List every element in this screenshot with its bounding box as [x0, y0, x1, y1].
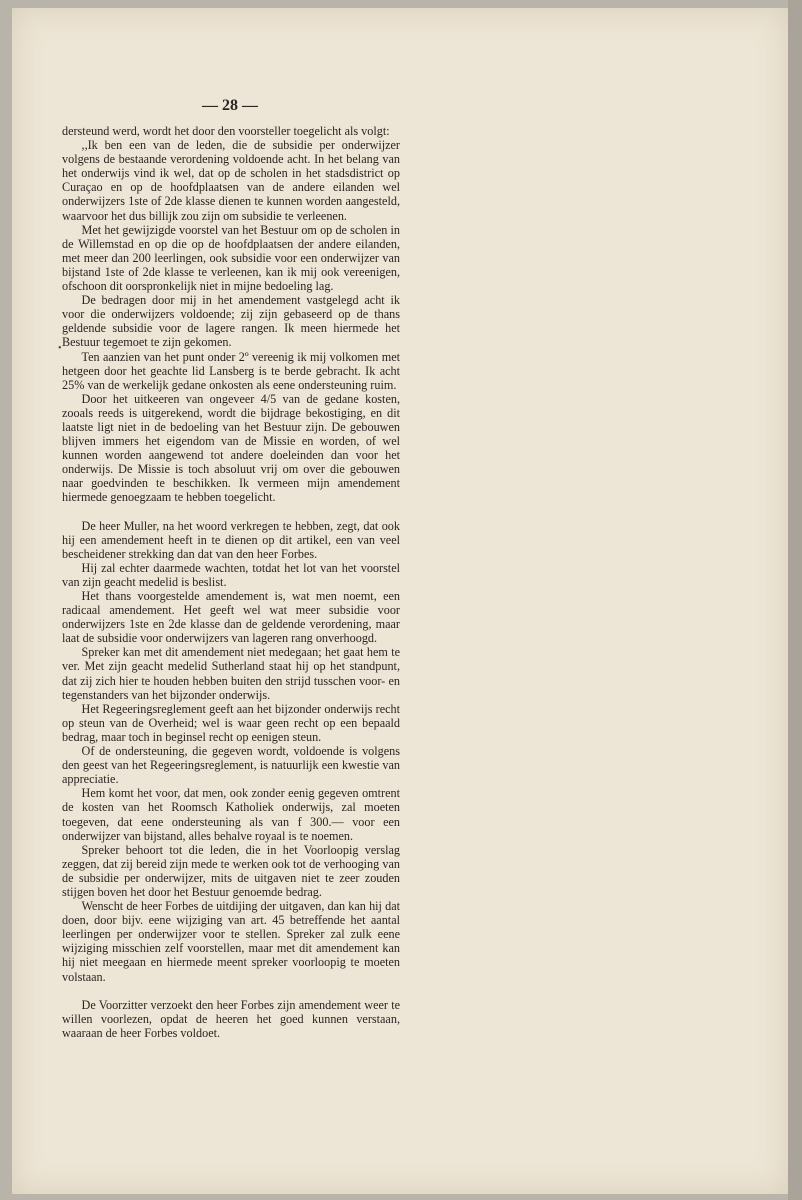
paragraph: Wenscht de heer Forbes de uitdijing der uitgaven, dan kan hij dat doen, door bijv. eene wijziging van art. 45 betreffende het aantal leerlingen per onderwijzer voor te stellen. Spreker zal zulk eene wijziging misschien zelf voorstellen, maar met dit amendement kan hij niet meegaan en hiermede meent spreker voorloopig te moeten volstaan.: [62, 899, 400, 984]
paragraph: Spreker behoort tot die leden, die in het Voorloopig verslag zeggen, dat zij bereid zijn mede te werken ook tot de verhooging van de subsidie per onderwijzer, mits de uitgaven niet te zeer zouden stijgen boven het door het Bestuur genoemde bedrag.: [62, 842, 400, 899]
paragraph: Door het uitkeeren van ongeveer 4/5 van de gedane kosten, zooals reeds is uitgerekend, wordt die bijdrage bekostiging, en dit laatste ligt niet in de bedoeling van het Bestuur zijn. De gebouwen blijven immers het eigendom van de Missie en worden, of wel kunnen worden aangewend tot andere doeleinden dan voor het onderwijs. De Missie is toch absoluut vrij om over die gebouwen naar goedvinden te beschikken. Ik vermeen mijn amendement hiermede genoegzaam te hebben toegelicht.: [62, 391, 400, 505]
paragraph: De bedragen door mij in het amendement vastgelegd acht ik voor die onderwijzers voldoende; zij zijn gebaseerd op de thans geldende subsidie voor de lagere rangen. Ik meen hiermede het Bestuur tegemoet te zijn gekomen.: [62, 293, 400, 350]
paragraph: Hem komt het voor, dat men, ook zonder eenig gegeven omtrent de kosten van het Roomsch Katholiek onderwijs, zal moeten toegeven, dat eene ondersteuning als van f 300.— voor een onderwijzer van bijstand, alles behalve royaal is te noemen.: [62, 786, 400, 843]
body-text: [62, 124, 400, 1040]
paragraph: Ten aanzien van het punt onder 2º vereenig ik mij volkomen met hetgeen door het geachte lid Lansberg is te berde gebracht. Ik acht 25% van de werkelijk gedane onkosten als eene ondersteuning ruim.: [62, 349, 400, 392]
paragraph: Hij zal echter daarmede wachten, totdat het lot van het voorstel van zijn geacht medelid is beslist.: [62, 560, 400, 589]
paragraph: De heer Muller, na het woord verkregen te hebben, zegt, dat ook hij een amendement heeft in te dienen op dit artikel, een van veel bescheidener strekking dan dat van den heer Forbes.: [62, 518, 400, 561]
paragraph: Met het gewijzigde voorstel van het Bestuur om op de scholen in de Willemstad en op die op de hoofdplaatsen der andere eilanden, met meer dan 200 leerlingen, ook subsidie voor een onderwijzer van bijstand 1ste of 2de klasse te verleenen, kan ik mij ook vereenigen, ofschoon dit oorspronkelijk niet in mijne bedoeling lag.: [62, 222, 400, 294]
paragraph: dersteund werd, wordt het door den voorsteller toegelicht als volgt:: [62, 124, 390, 138]
paragraph: De Voorzitter verzoekt den heer Forbes zijn amendement weer te willen voorlezen, opdat de heeren het goed kunnen verstaan, waaraan de heer Forbes voldoet.: [62, 997, 400, 1040]
margin-mark: •: [58, 343, 62, 354]
page-number: — 28 —: [202, 97, 258, 114]
paragraph: Het Regeeringsreglement geeft aan het bijzonder onderwijs recht op steun van de Overheid; wel is waar geen recht op een bepaald bedrag, maar toch in beginsel recht op eenigen steun.: [62, 701, 400, 744]
paragraph: Of de ondersteuning, die gegeven wordt, voldoende is volgens den geest van het Regeeringsreglement, is natuurlijk een kwestie van appreciatie.: [62, 744, 400, 787]
paragraph: ,,Ik ben een van de leden, die de subsidie per onderwijzer volgens de bestaande verordening voldoende acht. In het belang van het onderwijs vind ik wel, dat op de scholen in het stadsdistrict op Curaçao en op de hoofdplaatsen van de andere eilanden wel onderwijzers 1ste of 2de klasse dienen te kunnen worden aangesteld, waarvoor het dus billijk zou zijn om subsidie te verleenen.: [62, 138, 400, 223]
scan-background-edge: [788, 0, 802, 1200]
paragraph: Het thans voorgestelde amendement is, wat men noemt, een radicaal amendement. Het geeft wel wat meer subsidie voor onderwijzers 1ste en 2de klasse dan de geldende verordening, maar laat de subsidie voor onderwijzers van lageren rang onverhoogd.: [62, 589, 400, 646]
paragraph: Spreker kan met dit amendement niet medegaan; het gaat hem te ver. Met zijn geacht medelid Sutherland staat hij op het standpunt, dat zij zich hier te houden hebben buiten den strijd tusschen voor- en tegenstanders van het bijzonder onderwijs.: [62, 645, 400, 702]
